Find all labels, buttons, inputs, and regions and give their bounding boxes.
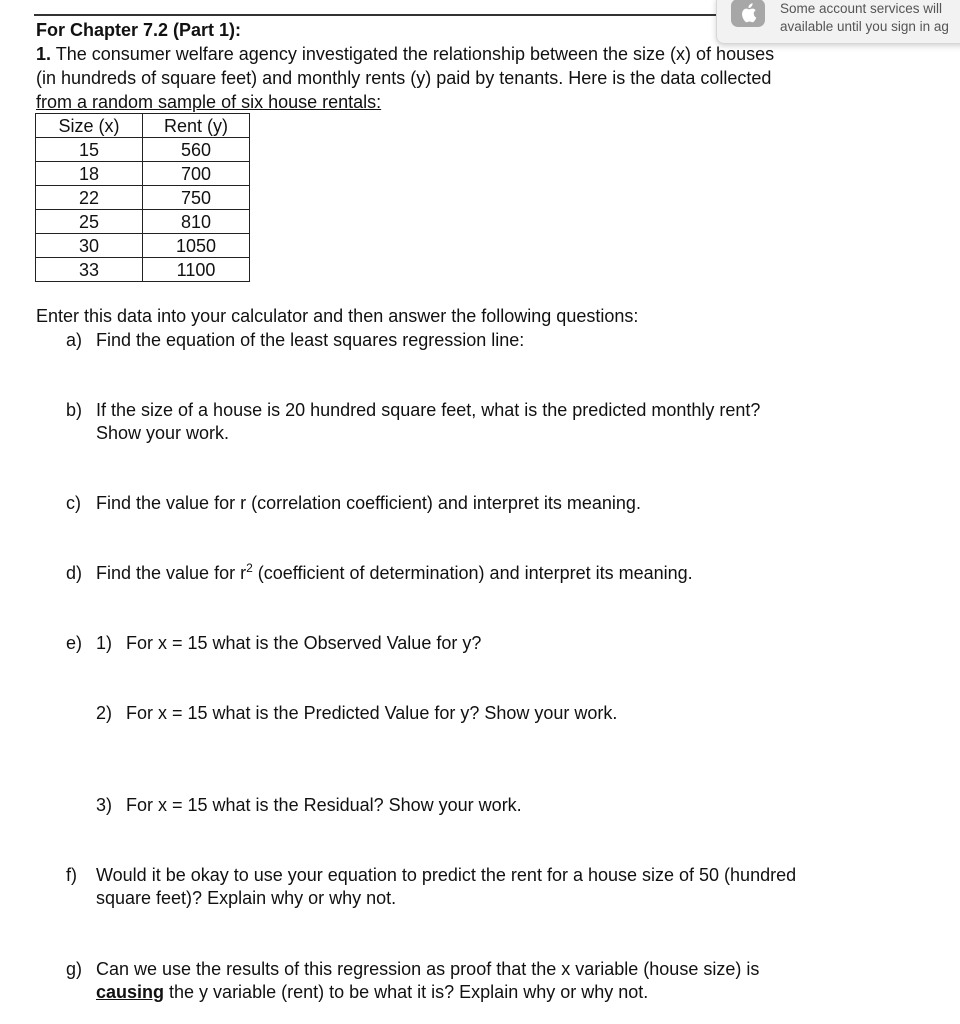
size-cell: 18	[36, 162, 143, 186]
rent-cell: 1100	[143, 258, 250, 282]
table-row	[36, 186, 250, 210]
part-f-line-2: square feet)? Explain why or why not.	[96, 888, 397, 908]
intro-line-2: (in hundreds of square feet) and monthly rents (y) paid by tenants. Here is the data collected	[36, 68, 772, 88]
part-e-label: e)	[66, 633, 83, 653]
rent-cell: 810	[143, 210, 250, 234]
part-g-line-2	[96, 981, 648, 1003]
part-c-label: c)	[66, 493, 81, 513]
account-notification[interactable]	[716, 0, 960, 44]
part-b-label: b)	[66, 400, 83, 420]
notification-line-2: available until you sign in ag	[780, 19, 949, 34]
rent-cell: 1050	[143, 234, 250, 258]
size-cell: 22	[36, 186, 143, 210]
part-d-text-before: Find the value for r	[96, 563, 247, 583]
part-d-label: d)	[66, 563, 83, 583]
table-row	[36, 234, 250, 258]
question-number: 1.	[36, 44, 52, 64]
part-b-line-1: If the size of a house is 20 hundred square feet, what is the predicted monthly rent?	[96, 400, 761, 420]
rent-cell: 750	[143, 186, 250, 210]
part-f-label: f)	[66, 865, 77, 885]
data-table	[35, 113, 250, 282]
part-d-text-after: (coefficient of determination) and interpret its meaning.	[252, 563, 693, 583]
intro-line-3: from a random sample of six house rentals:	[36, 92, 382, 112]
size-cell: 33	[36, 258, 143, 282]
table-row	[36, 258, 250, 282]
intro-line-1: The consumer welfare agency investigated the relationship between the size (x) of houses	[55, 44, 775, 64]
size-cell: 25	[36, 210, 143, 234]
part-f-line-1: Would it be okay to use your equation to predict the rent for a house size of 50 (hundred	[96, 865, 797, 885]
notification-text	[780, 0, 949, 36]
instructions: Enter this data into your calculator and then answer the following questions:	[36, 306, 639, 326]
part-e-3-label: 3)	[96, 795, 113, 815]
part-e-2-text: For x = 15 what is the Predicted Value for y? Show your work.	[126, 703, 618, 723]
apple-icon	[731, 0, 765, 27]
part-e-1-text: For x = 15 what is the Observed Value for y?	[126, 633, 482, 653]
header-rent: Rent (y)	[143, 114, 250, 138]
part-a-label: a)	[66, 330, 83, 350]
part-e-3-text: For x = 15 what is the Residual? Show your work.	[126, 795, 522, 815]
part-g-line-2-rest: the y variable (rent) to be what it is? Explain why or why not.	[164, 982, 649, 1002]
part-d-text	[96, 562, 693, 584]
rent-cell: 700	[143, 162, 250, 186]
table-row	[36, 162, 250, 186]
header-size: Size (x)	[36, 114, 143, 138]
part-e-1-label: 1)	[96, 633, 113, 653]
rent-cell: 560	[143, 138, 250, 162]
notification-line-1: Some account services will	[780, 1, 943, 16]
size-cell: 30	[36, 234, 143, 258]
table-row	[36, 138, 250, 162]
part-a-text: Find the equation of the least squares regression line:	[96, 330, 525, 350]
causing-emphasis: causing	[96, 982, 165, 1002]
page-heading: For Chapter 7.2 (Part 1):	[36, 20, 242, 40]
part-g-line-1: Can we use the results of this regression as proof that the x variable (house size) is	[96, 959, 760, 979]
table-header-row	[36, 114, 250, 138]
part-d-superscript: 2	[246, 561, 253, 575]
part-b-line-2: Show your work.	[96, 423, 230, 443]
table-row	[36, 210, 250, 234]
part-g-label: g)	[66, 959, 83, 979]
part-e-2-label: 2)	[96, 703, 113, 723]
part-c-text: Find the value for r (correlation coefficient) and interpret its meaning.	[96, 493, 641, 513]
question-1-intro	[36, 42, 896, 114]
size-cell: 15	[36, 138, 143, 162]
